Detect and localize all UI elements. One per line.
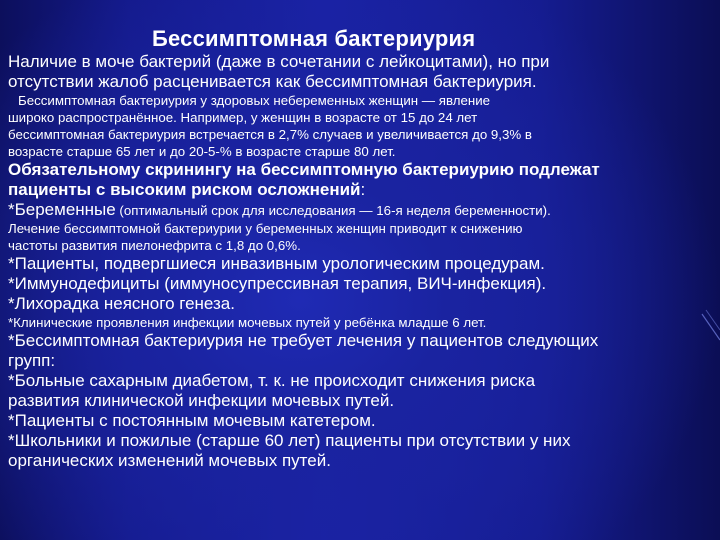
prevalence-line-3: бессимптомная бактериурия встречается в 2,7% случаев и увеличивается до 9,3% в (8, 127, 532, 142)
elderly-line-2: органических изменений мочевых путей. (8, 451, 331, 470)
slide-title: Бессимптомная бактериурия (152, 26, 476, 51)
no-treatment-line-2: групп: (8, 351, 56, 370)
pregnant-item (8, 200, 708, 220)
catheter-item: *Пациенты с постоянным мочевым катетером. (8, 411, 376, 430)
slide-body (8, 52, 708, 471)
pregnant-note: (оптимальный срок для исследования — 16-я неделя беременности). (115, 203, 551, 218)
elderly-item (8, 431, 708, 471)
invasive-procedures-item: *Пациенты, подвергшиеся инвазивным урологическим процедурам. (8, 254, 545, 273)
elderly-line-1: *Школьники и пожилые (старше 60 лет) пациенты при отсутствии у них (8, 431, 571, 450)
intro-line-1: Наличие в моче бактерий (даже в сочетании с лейкоцитами), но при (8, 52, 550, 71)
intro-paragraph (8, 52, 708, 92)
diabetes-line-1: *Больные сахарным диабетом, т. к. не происходит снижения риска (8, 371, 536, 390)
no-treatment-line-1: *Бессимптомная бактериурия не требует лечения у пациентов следующих (8, 331, 599, 350)
child-item: *Клинические проявления инфекции мочевых путей у ребёнка младше 6 лет. (8, 315, 487, 330)
high-risk-patients-text: пациенты с высоким риском осложнений (8, 180, 361, 199)
pregnant-label: *Беременные (8, 200, 116, 219)
diabetes-line-2: развития клинической инфекции мочевых путей. (8, 391, 395, 410)
pregnancy-treatment-line-2: частоты развития пиелонефрита с 1,8 до 0,6%. (8, 238, 301, 253)
diabetes-item (8, 371, 708, 411)
screening-heading (8, 160, 708, 200)
prevalence-line-1: Бессимптомная бактериурия у здоровых небеременных женщин — явление (18, 93, 491, 108)
screening-line-1: Обязательному скринингу на бессимптомную бактериурию подлежат (8, 160, 600, 179)
no-treatment-heading (8, 331, 708, 371)
prevalence-line-4: возрасте старше 65 лет и до 20-5-% в возрасте старше 80 лет. (8, 144, 396, 159)
screening-line-2 (8, 180, 708, 200)
intro-line-2: отсутствии жалоб расценивается как бессимптомная бактериурия. (8, 72, 537, 91)
fever-item: *Лихорадка неясного генеза. (8, 294, 235, 313)
pregnancy-treatment-line-1: Лечение бессимптомной бактериурии у беременных женщин приводит к снижению (8, 221, 523, 236)
prevalence-paragraph (8, 92, 708, 160)
corner-decoration-lines (696, 300, 720, 360)
immunodeficiency-item: *Иммунодефициты (иммуносупрессивная терапия, ВИЧ-инфекция). (8, 274, 547, 293)
pregnancy-treatment-paragraph (8, 220, 708, 254)
prevalence-line-2: широко распространённое. Например, у женщин в возрасте от 15 до 24 лет (8, 110, 478, 125)
screening-colon: : (360, 180, 366, 199)
